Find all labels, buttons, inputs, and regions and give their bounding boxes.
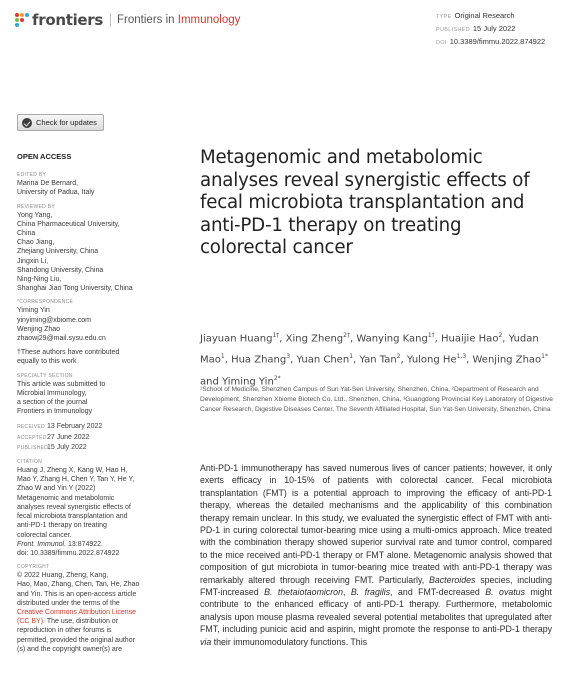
abstract-text: species, including FMT-increased [200,574,552,598]
copyright-line: Hao, Mao, Zhang, Chen, Tan, He, Zhao [17,581,140,589]
citation-line: fecal microbiota transplantation and [17,513,128,521]
author-name[interactable]: Yiming Yin [222,375,274,387]
specialty-line: Frontiers in Immunology [17,408,93,416]
article-meta [436,10,545,49]
meta-type-key: TYPE [436,14,452,20]
reviewer-line: China [17,230,36,238]
abstract-italic: B. ovatus [485,587,525,598]
author-affil: 2 [498,332,503,339]
reviewer-line: Jingxin Li, [17,257,49,265]
frontiers-logo-icon [15,13,29,27]
check-for-updates-label: Check for updates [36,118,97,127]
copyright-line: reproduction in other forums is [17,627,112,635]
journal-name [117,14,240,26]
author-affil: 1 [349,353,354,361]
citation-line: Huang J, Zheng X, Kang W, Hao H, [17,467,128,475]
meta-doi-key: DOI [436,40,447,46]
accepted-value: 27 June 2022 [47,433,90,441]
meta-type [436,10,545,23]
received-key: RECEIVED [17,424,45,431]
published-key: PUBLISHED [17,444,49,451]
citation-line: Metagenomic and metabolomic [17,494,115,502]
author-name[interactable]: Huaijie Hao [441,333,499,345]
reviewer-line: China Pharmaceutical University, [17,220,120,228]
abstract-text: , [342,587,351,598]
article-sidebar [17,152,167,654]
page-header [0,0,567,52]
citation-journal-line [17,540,167,549]
edited-by-heading: EDITED BY [17,172,47,179]
correspondence-heading: *CORRESPONDENCE [17,299,74,306]
correspondent-name: Yiming Yin [17,307,50,315]
license-tail: The use, distribution or [45,618,119,626]
abstract-text: their immunomodulatory functions. This [211,636,368,647]
license-short-link[interactable]: (CC BY). [17,618,45,626]
meta-doi-value[interactable]: 10.3389/fimmu.2022.874922 [449,37,546,46]
logo-wordmark: frontiers [32,11,104,29]
abstract-italic: via [200,636,212,647]
article-dates [17,422,167,453]
copyright-line: permitted, provided the original author [17,636,135,644]
author-name[interactable]: Yan Tan [359,354,397,366]
author-affil: 1,3 [456,353,467,361]
logo-divider [110,13,111,27]
meta-type-value: Original Research [454,11,515,20]
citation-journal: Front. Immunol. [17,540,67,548]
citation-line: anti-PD-1 therapy on treating [17,522,107,530]
author-name[interactable]: Yudan Mao [200,333,539,366]
author-affil: 1 [220,353,225,361]
license-link[interactable]: Creative Commons Attribution License [17,608,137,616]
abstract [200,462,552,648]
author-name[interactable]: Yulong He [406,354,457,366]
author-name[interactable]: Wenjing Zhao [472,354,542,366]
frontiers-logo[interactable] [15,11,240,29]
citation-line: Zhao W and Yin Y (2022) [17,485,96,493]
reviewer-line: Ning-Ning Liu, [17,276,62,284]
citation-doi[interactable]: doi: 10.3389/fimmu.2022.874922 [17,549,120,557]
reviewer-line: Chao Jiang, [17,239,55,247]
author-affil: 1† [272,332,280,339]
open-access-label: OPEN ACCESS [17,152,72,161]
accepted-date [17,433,167,443]
meta-published-value: 15 July 2022 [472,24,516,33]
copyright-line: and Yin. This is an open-access article [17,590,137,598]
author-name[interactable]: Xing Zheng [285,333,344,345]
meta-published-key: PUBLISHED [436,27,470,33]
author-affil: 2 [396,353,401,361]
author-name[interactable]: Jiayuan Huang [200,333,273,345]
editor-line: University of Padua, Italy [17,189,95,197]
editor-line: Marina De Bernard, [17,180,79,188]
specialty-line: a section of the journal [17,399,88,407]
author-affil: 1† [427,332,435,339]
license-tail-line [17,617,167,626]
author-affil: 1* [541,353,548,361]
correspondent-email[interactable]: yinyiming@xbiome.com [17,316,92,324]
equal-contribution-note: †These authors have contributed [17,349,120,357]
abstract-text: , and FMT-decreased [390,587,486,598]
reviewer-line: Zhejiang University, China [17,248,99,256]
citation-line: colorectal cancer. [17,531,72,539]
abstract-italic: B. fragilis [350,587,391,598]
received-date [17,422,167,432]
citation-line: Mao Y, Zhang H, Chen Y, Tan Y, He Y, [17,476,135,484]
article-title: Metagenomic and metabolomic analyses reveal synergistic effects of fecal microbiota transplantation and anti-PD-1 therapy on treating colorectal cancer [200,147,530,258]
reviewed-by-heading: REVIEWED BY [17,203,56,210]
abstract-italic: Bacteroides [428,574,476,585]
equal-contribution-note: equally to this work [17,358,77,366]
specialty-heading: SPECIALTY SECTION [17,372,73,379]
correspondent-email[interactable]: zhaowj29@mail.sysu.edu.cn [17,335,106,343]
author-name[interactable]: Yuan Chen [296,354,350,366]
author-affil: 2* [273,374,281,382]
copyright-line: distributed under the terms of the [17,599,120,607]
author-name[interactable]: Hua Zhang [231,354,287,366]
reviewer-line: Shanghai Jiao Tong University, China [17,285,133,293]
correspondent-name: Wenjing Zhao [17,325,61,333]
copyright-line: (s) and the copyright owner(s) are [17,645,123,653]
received-value: 13 February 2022 [47,423,103,431]
affiliations: ¹School of Medicine, Shenzhen Campus of Sun Yat-Sen University, Shenzhen, China, ²Department of Research and Development, Shenzhen Xbiome Biotech Co. Ltd., Shenzhen, China, ³Guangdong Provincial Key Laboratory of Digestive Cancer Research, Digestive Diseases Center, The Seventh Affiliated Hospital, Sun Yat-Sen University, Shenzhen, China [200,386,553,413]
meta-doi [436,36,545,49]
abstract-text: Anti-PD-1 immunotherapy has saved numerous lives of cancer patients; however, it only exerts efficacy in 10-15% of patients with colorectal cancer. Fecal microbiota transplantation (FMT) is a potential approach to improving the efficacy of anti-PD-1 therapy, whereas the detailed mechanisms and the applicability of this combination therapy remain unclear. In this study, we evaluated the synergistic effect of FMT with anti-PD-1 in curing colorectal tumor-bearing mice using a multi-omics approach. Mice treated with the combination therapy showed superior survival rate and tumor control, compared to the mice received anti-PD-1 therapy or FMT alone. Metagenomic analysis showed that composition of gut microbiota in tumor-bearing mice treated with anti-PD-1 therapy was remarkably altered through receiving FMT. Particularly, [200,463,552,585]
abstract-text: might contribute to the enhanced efficacy of anti-PD-1 therapy. Furthermore, metabolomic analysis upon mouse plasma revealed several potential metabolites that upregulated after FMT, including punicic acid and aspirin, might promote the response to anti-PD-1 therapy [200,587,552,635]
copyright-line: © 2022 Huang, Zheng, Kang, [17,572,109,580]
journal-prefix: Frontiers in [117,14,178,26]
reviewer-line: Shandong University, China [17,266,104,274]
copyright-heading: COPYRIGHT [17,564,50,571]
published-date [17,443,167,453]
author-affil: 2† [343,332,350,339]
published-value: 15 July 2022 [47,443,87,451]
specialty-line: This article was submitted to [17,380,106,388]
citation-volume: 13:874922. [66,540,103,548]
citation-line: analyses reveal synergistic effects of [17,503,131,511]
meta-published [436,23,545,36]
check-for-updates-button[interactable] [17,114,104,131]
specialty-line: Microbial Immunology, [17,389,87,397]
citation-heading: CITATION [17,459,42,466]
accepted-key: ACCEPTED [17,434,47,441]
author-list: Jiayuan Huang$^{1\dagger}$, Xing Zheng$^{2\dagger}$, Wanying Kang$^{1\dagger}$, Huaijie Hao$^2$, Yudan Mao$^1$, Hua Zhang$^3$, Yuan Chen$^1$, Yan Tan$^2$, Yulong He$^{1,3}$, Wenjing Zhao$^{1*}$ and Yiming Yin$^{2*}$ [200,332,548,387]
abstract-italic: B. thetaiotaomicron [264,587,343,598]
author-affil: 3 [286,353,291,361]
author-name[interactable]: Wanying Kang [356,333,428,345]
author-and: and [200,375,219,387]
check-icon [22,118,32,128]
journal-accent: Immunology [177,14,241,26]
reviewer-line: Yong Yang, [17,211,53,219]
